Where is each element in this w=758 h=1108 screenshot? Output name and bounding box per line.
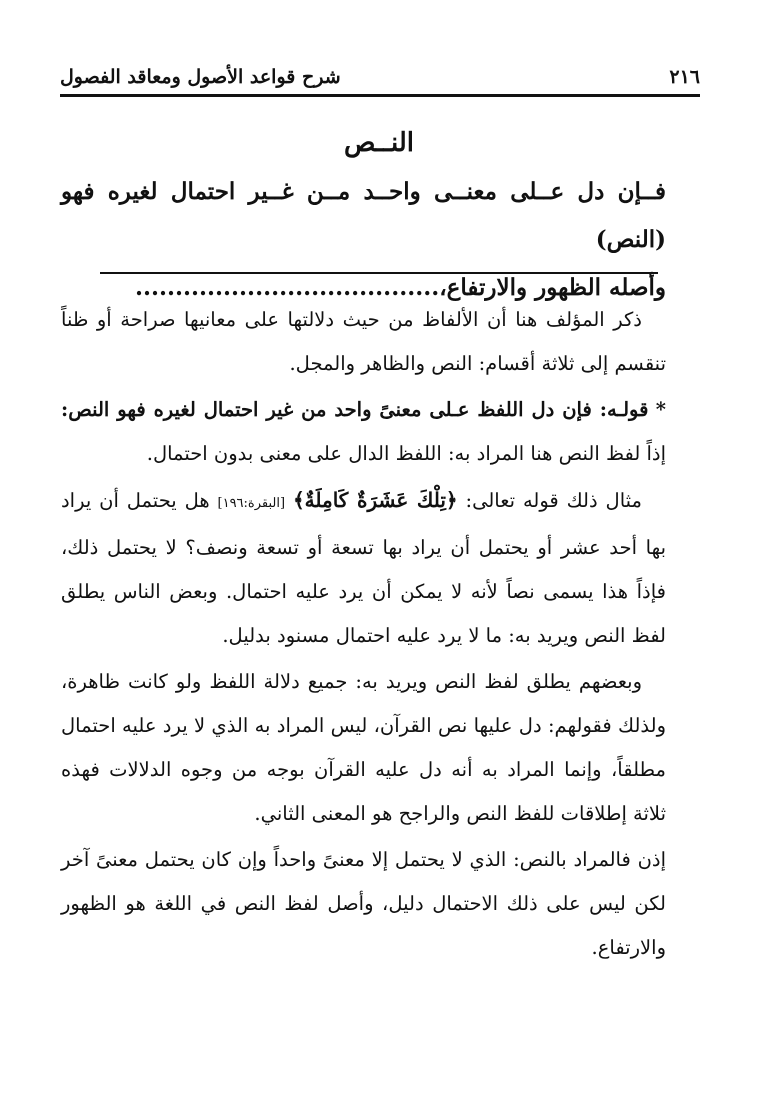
quoted-matn: قولـه: فإن دل اللفظ عـلى معنىً واحد من غير احتمال لغيره فهو النص:: [61, 398, 649, 421]
matn-line-2-text: وأصله الظهور والارتفاع،: [439, 274, 666, 301]
matn-divider: [100, 272, 658, 274]
page-number: ٢١٦: [669, 66, 700, 88]
paragraph-3-text: هل يحتمل أن يراد بها أحد عشر أو يحتمل أن يراد بها تسعة أو تسعة ونصف؟ لا يحتمل ذلك، فإذاً هذا يسمى نصاً لأنه لا يمكن أن يرد عليه احتمال. وبعض الناس يطلق لفظ النص ويريد به: ما لا يرد عليه احتمال مسنود بدليل.: [61, 489, 666, 647]
paragraph-2: [61, 388, 666, 476]
page-header: [60, 62, 700, 92]
paragraph-3-intro: مثال ذلك قوله تعالى:: [465, 489, 642, 512]
matn-line-1: فــإن دل عــلى معنــى واحــد مــن غــير احتمال لغيره فهو (النص): [61, 178, 666, 253]
matn-dots: ......................................: [134, 274, 440, 301]
section-title: النــص: [343, 128, 415, 158]
paragraph-4: وبعضهم يطلق لفظ النص ويريد به: جميع دلالة اللفظ ولو كانت ظاهرة، ولذلك فقولهم: دل عليها نص القرآن، ليس المراد به الذي لا يرد عليه احتمال مطلقاً، وإنما المراد به أنه دل عليه القرآن بوجه من وجوه الدلالات فهذه ثلاثة إطلاقات للفظ النص والراجح هو المعنى الثاني.: [61, 670, 666, 825]
book-title: شرح قواعد الأصول ومعاقد الفصول: [60, 66, 341, 88]
paragraph-5: إذن فالمراد بالنص: الذي لا يحتمل إلا معنىً واحداً وإن كان يحتمل معنىً آخر لكن ليس على ذلك الاحتمال دليل، وأصل لفظ النص في اللغة هو الظهور والارتفاع.: [61, 848, 666, 959]
star-marker: *: [655, 398, 666, 421]
matn-text: [61, 168, 666, 312]
verse-reference: [البقرة:١٩٦]: [217, 496, 286, 511]
commentary-body: [61, 298, 666, 972]
paragraph-2-text: إذاً لفظ النص هنا المراد به: اللفظ الدال على معنى بدون احتمال.: [146, 442, 666, 465]
paragraph-1: ذكر المؤلف هنا أن الألفاظ من حيث دلالتها على معانيها صراحة أو ظناً تنقسم إلى ثلاثة أقسام: النص والظاهر والمجل.: [61, 308, 666, 375]
paragraph-3: [61, 478, 666, 658]
quran-verse: ﴿تِلْكَ عَشَرَةٌ كَامِلَةٌ﴾: [292, 488, 458, 512]
header-divider: [60, 94, 700, 97]
